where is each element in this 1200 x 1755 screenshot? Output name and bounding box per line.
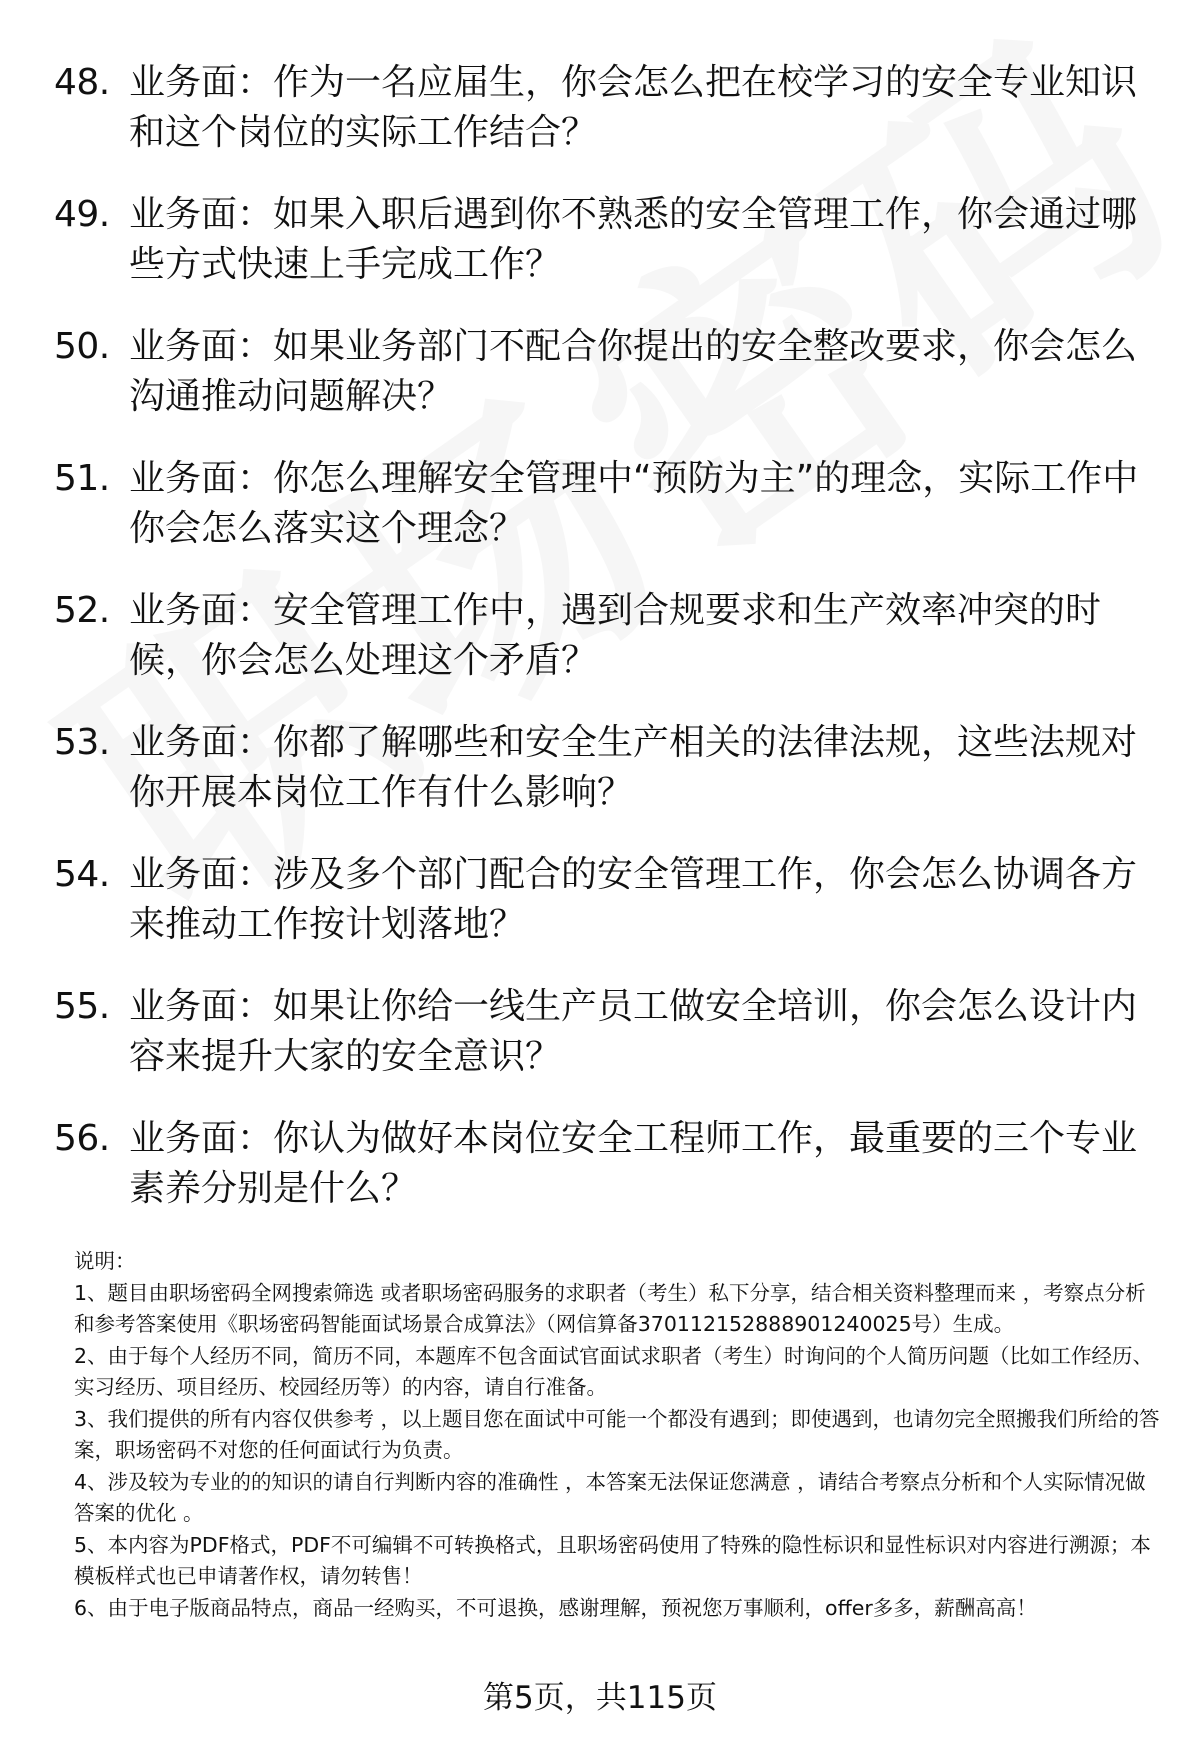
notes-item: 4、涉及较为专业的的知识的请自行判断内容的准确性 ，本答案无法保证您满意 ，请结合考察点分析和个人实际情况做答案的优化 。 — [74, 1469, 1146, 1525]
question-number: 50. — [54, 326, 110, 367]
question-text: 业务面：涉及多个部门配合的安全管理工作，你会怎么协调各方来推动工作按计划落地？ — [129, 854, 1138, 945]
question-text: 业务面：安全管理工作中，遇到合规要求和生产效率冲突的时候，你会怎么处理这个矛盾？ — [129, 590, 1102, 681]
notes-item: 6、由于电子版商品特点，商品一经购买，不可退换，感谢理解，预祝您万事顺利，offer多多，薪酬高高！ — [74, 1595, 1037, 1620]
question-text: 业务面：你怎么理解安全管理中“预防为主”的理念，实际工作中你会怎么落实这个理念？ — [129, 458, 1139, 549]
question-text: 业务面：如果让你给一线生产员工做安全培训，你会怎么设计内容来提升大家的安全意识？ — [129, 986, 1138, 1077]
question-number: 52. — [54, 590, 110, 631]
question-item — [54, 454, 1154, 586]
question-number: 51. — [54, 458, 110, 499]
question-number: 54. — [54, 854, 110, 895]
question-item — [54, 982, 1154, 1114]
question-text: 业务面：你都了解哪些和安全生产相关的法律法规，这些法规对你开展本岗位工作有什么影响？ — [129, 722, 1138, 813]
question-number: 49. — [54, 194, 110, 235]
notes-item: 1、题目由职场密码全网搜索筛选 或者职场密码服务的求职者（考生）私下分享，结合相关资料整理而来 ，考察点分析和参考答案使用《职场密码智能面试场景合成算法》（网信算备370112152888901240025号）生成。 — [74, 1280, 1146, 1336]
question-text: 业务面：你认为做好本岗位安全工程师工作，最重要的三个专业素养分别是什么？ — [129, 1118, 1138, 1209]
notes-title: 说明： — [74, 1249, 136, 1273]
question-item — [54, 718, 1154, 850]
question-text: 业务面：作为一名应届生，你会怎么把在校学习的安全专业知识和这个岗位的实际工作结合？ — [129, 62, 1138, 153]
question-number: 56. — [54, 1118, 110, 1159]
question-item — [54, 586, 1154, 718]
question-text: 业务面：如果入职后遇到你不熟悉的安全管理工作，你会通过哪些方式快速上手完成工作？ — [129, 194, 1138, 285]
question-item — [54, 1114, 1154, 1246]
notes-item: 2、由于每个人经历不同，简历不同，本题库不包含面试官面试求职者（考生）时询问的个人简历问题（比如工作经历、实习经历、项目经历、校园经历等）的内容，请自行准备。 — [74, 1343, 1154, 1399]
question-number: 55. — [54, 986, 110, 1027]
question-item — [54, 58, 1154, 190]
question-list — [54, 58, 1154, 1246]
question-text: 业务面：如果业务部门不配合你提出的安全整改要求，你会怎么沟通推动问题解决？ — [129, 326, 1138, 417]
question-number: 48. — [54, 62, 110, 103]
question-item — [54, 850, 1154, 982]
question-number: 53. — [54, 722, 110, 763]
notes-item: 3、我们提供的所有内容仅供参考 ，以上题目您在面试中可能一个都没有遇到；即使遇到，也请勿完全照搬我们所给的答案，职场密码不对您的任何面试行为负责。 — [74, 1406, 1160, 1462]
question-item — [54, 322, 1154, 454]
notes-item: 5、本内容为PDF格式，PDF不可编辑不可转换格式，且职场密码使用了特殊的隐性标识和显性标识对内容进行溯源；本模板样式也已申请著作权，请勿转售！ — [74, 1532, 1151, 1588]
question-item — [54, 190, 1154, 322]
notes-section — [74, 1246, 1164, 1624]
page-number: 第5页，共115页 — [483, 1680, 717, 1716]
